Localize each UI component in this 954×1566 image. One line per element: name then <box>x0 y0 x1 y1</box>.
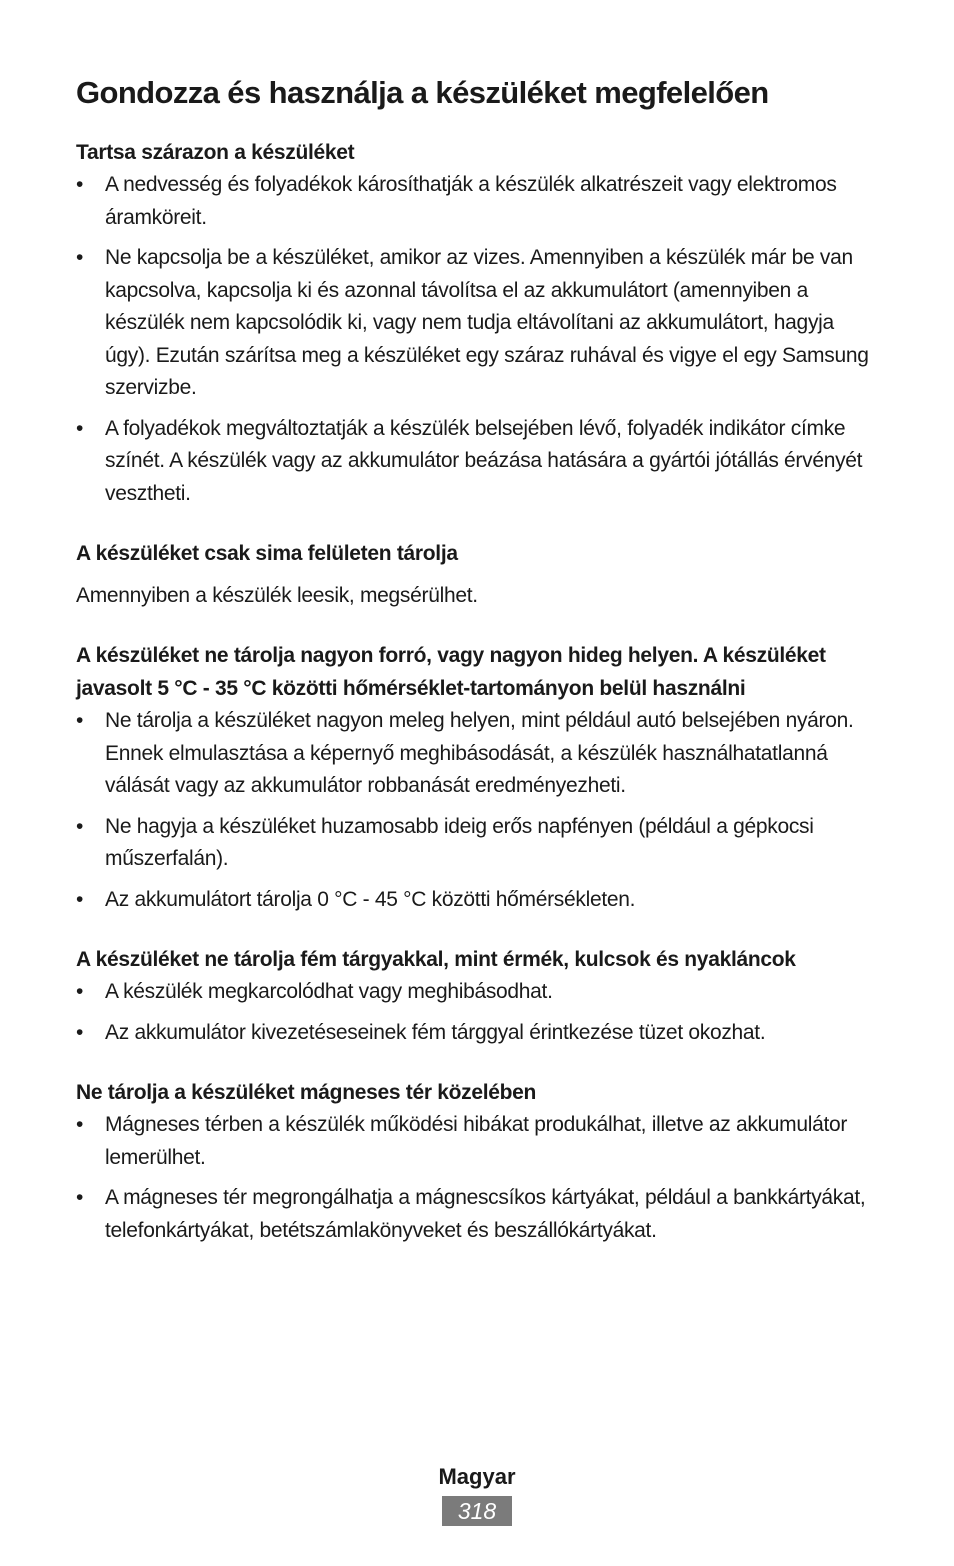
list-item <box>76 242 876 405</box>
list-item <box>76 413 876 511</box>
list-item-text: Ne tárolja a készüléket nagyon meleg helyen, mint például autó belsejében nyáron. Ennek elmulasztása a képernyő meghibásodását, a készülék használhatatlanná válását vagy az akkumulátor robbanását eredményezheti. <box>105 709 854 797</box>
list-item-text: Ne kapcsolja be a készüléket, amikor az vizes. Amennyiben a készülék már be van kapcsolva, kapcsolja ki és azonnal távolítsa el az akkumulátort (amennyiben a készülék nem kapcsolódik ki, vagy nem tudja eltávolítani az akkumulátort, hagyja úgy). Ezután szárítsa meg a készüléket egy száraz ruhával és vigye el egy Samsung szervizbe. <box>105 246 869 399</box>
list-item-text: A folyadékok megváltoztatják a készülék belsejében lévő, folyadék indikátor címke színét. A készülék vagy az akkumulátor beázása hatására a gyártói jótállás érvényét vesztheti. <box>105 416 863 505</box>
content-flow <box>76 136 876 1247</box>
list-item <box>76 976 876 1009</box>
bullet-list <box>76 169 876 510</box>
page-footer <box>0 1462 954 1526</box>
bullet-marker: • <box>76 709 84 732</box>
bullet-marker: • <box>76 1113 84 1136</box>
list-item-text: Az akkumulátor kivezetéseseinek fém tárggyal érintkezése tüzet okozhat. <box>105 1020 766 1044</box>
list-item-text: Ne hagyja a készüléket huzamosabb ideig erős napfényen (például a gépkocsi műszerfalán). <box>105 814 814 870</box>
list-item <box>76 1182 876 1247</box>
section-metal-objects <box>76 943 876 1049</box>
bullet-marker: • <box>76 173 84 196</box>
list-item <box>76 169 876 234</box>
bullet-list <box>76 1109 876 1247</box>
page-title: Gondozza és használja a készüléket megfelelően <box>76 75 769 110</box>
bullet-marker: • <box>76 416 84 440</box>
list-item <box>76 1017 876 1050</box>
footer-language: Magyar <box>438 1464 516 1489</box>
list-item-text: A mágneses tér megrongálhatja a mágnescsíkos kártyákat, például a bankkártyákat, telefonkártyákat, betétszámlakönyveket és beszállókártyákat. <box>105 1186 866 1242</box>
list-item <box>76 1109 876 1174</box>
section-heading: Ne tárolja a készüléket mágneses tér közelében <box>76 1081 537 1104</box>
section-heading: A készüléket ne tárolja fém tárgyakkal, mint érmék, kulcsok és nyakláncok <box>76 948 796 971</box>
list-item <box>76 811 876 876</box>
section-keep-dry <box>76 136 876 510</box>
list-item-text: A készülék megkarcolódhat vagy meghibásodhat. <box>105 980 553 1003</box>
list-item-text: Mágneses térben a készülék működési hibákat produkálhat, illetve az akkumulátor lemerülhet. <box>105 1113 848 1169</box>
bullet-marker: • <box>76 1186 84 1209</box>
section-temperature <box>76 639 876 916</box>
bullet-marker: • <box>76 814 84 838</box>
section-heading: A készüléket ne tárolja nagyon forró, vagy nagyon hideg helyen. A készüléket javasolt 5 °C - 35 °C közötti hőmérséklet-tartományon belül használni <box>76 644 826 700</box>
page-number-badge: 318 <box>442 1496 512 1526</box>
section-heading: Tartsa szárazon a készüléket <box>76 141 355 164</box>
list-item-text: Az akkumulátort tárolja 0 °C - 45 °C közötti hőmérsékleten. <box>105 887 636 911</box>
bullet-marker: • <box>76 1020 84 1044</box>
section-magnetic-field <box>76 1076 876 1247</box>
bullet-marker: • <box>76 980 84 1003</box>
section-text: Amennyiben a készülék leesik, megsérülhet. <box>76 584 478 607</box>
bullet-marker: • <box>76 246 84 269</box>
list-item <box>76 705 876 803</box>
list-item-text: A nedvesség és folyadékok károsíthatják a készülék alkatrészeit vagy elektromos áramköreit. <box>105 173 837 229</box>
section-flat-surface <box>76 537 876 612</box>
list-item <box>76 884 876 917</box>
section-heading: A készüléket csak sima felületen tárolja <box>76 542 458 565</box>
bullet-marker: • <box>76 887 84 911</box>
bullet-list <box>76 705 876 916</box>
bullet-list <box>76 976 876 1049</box>
